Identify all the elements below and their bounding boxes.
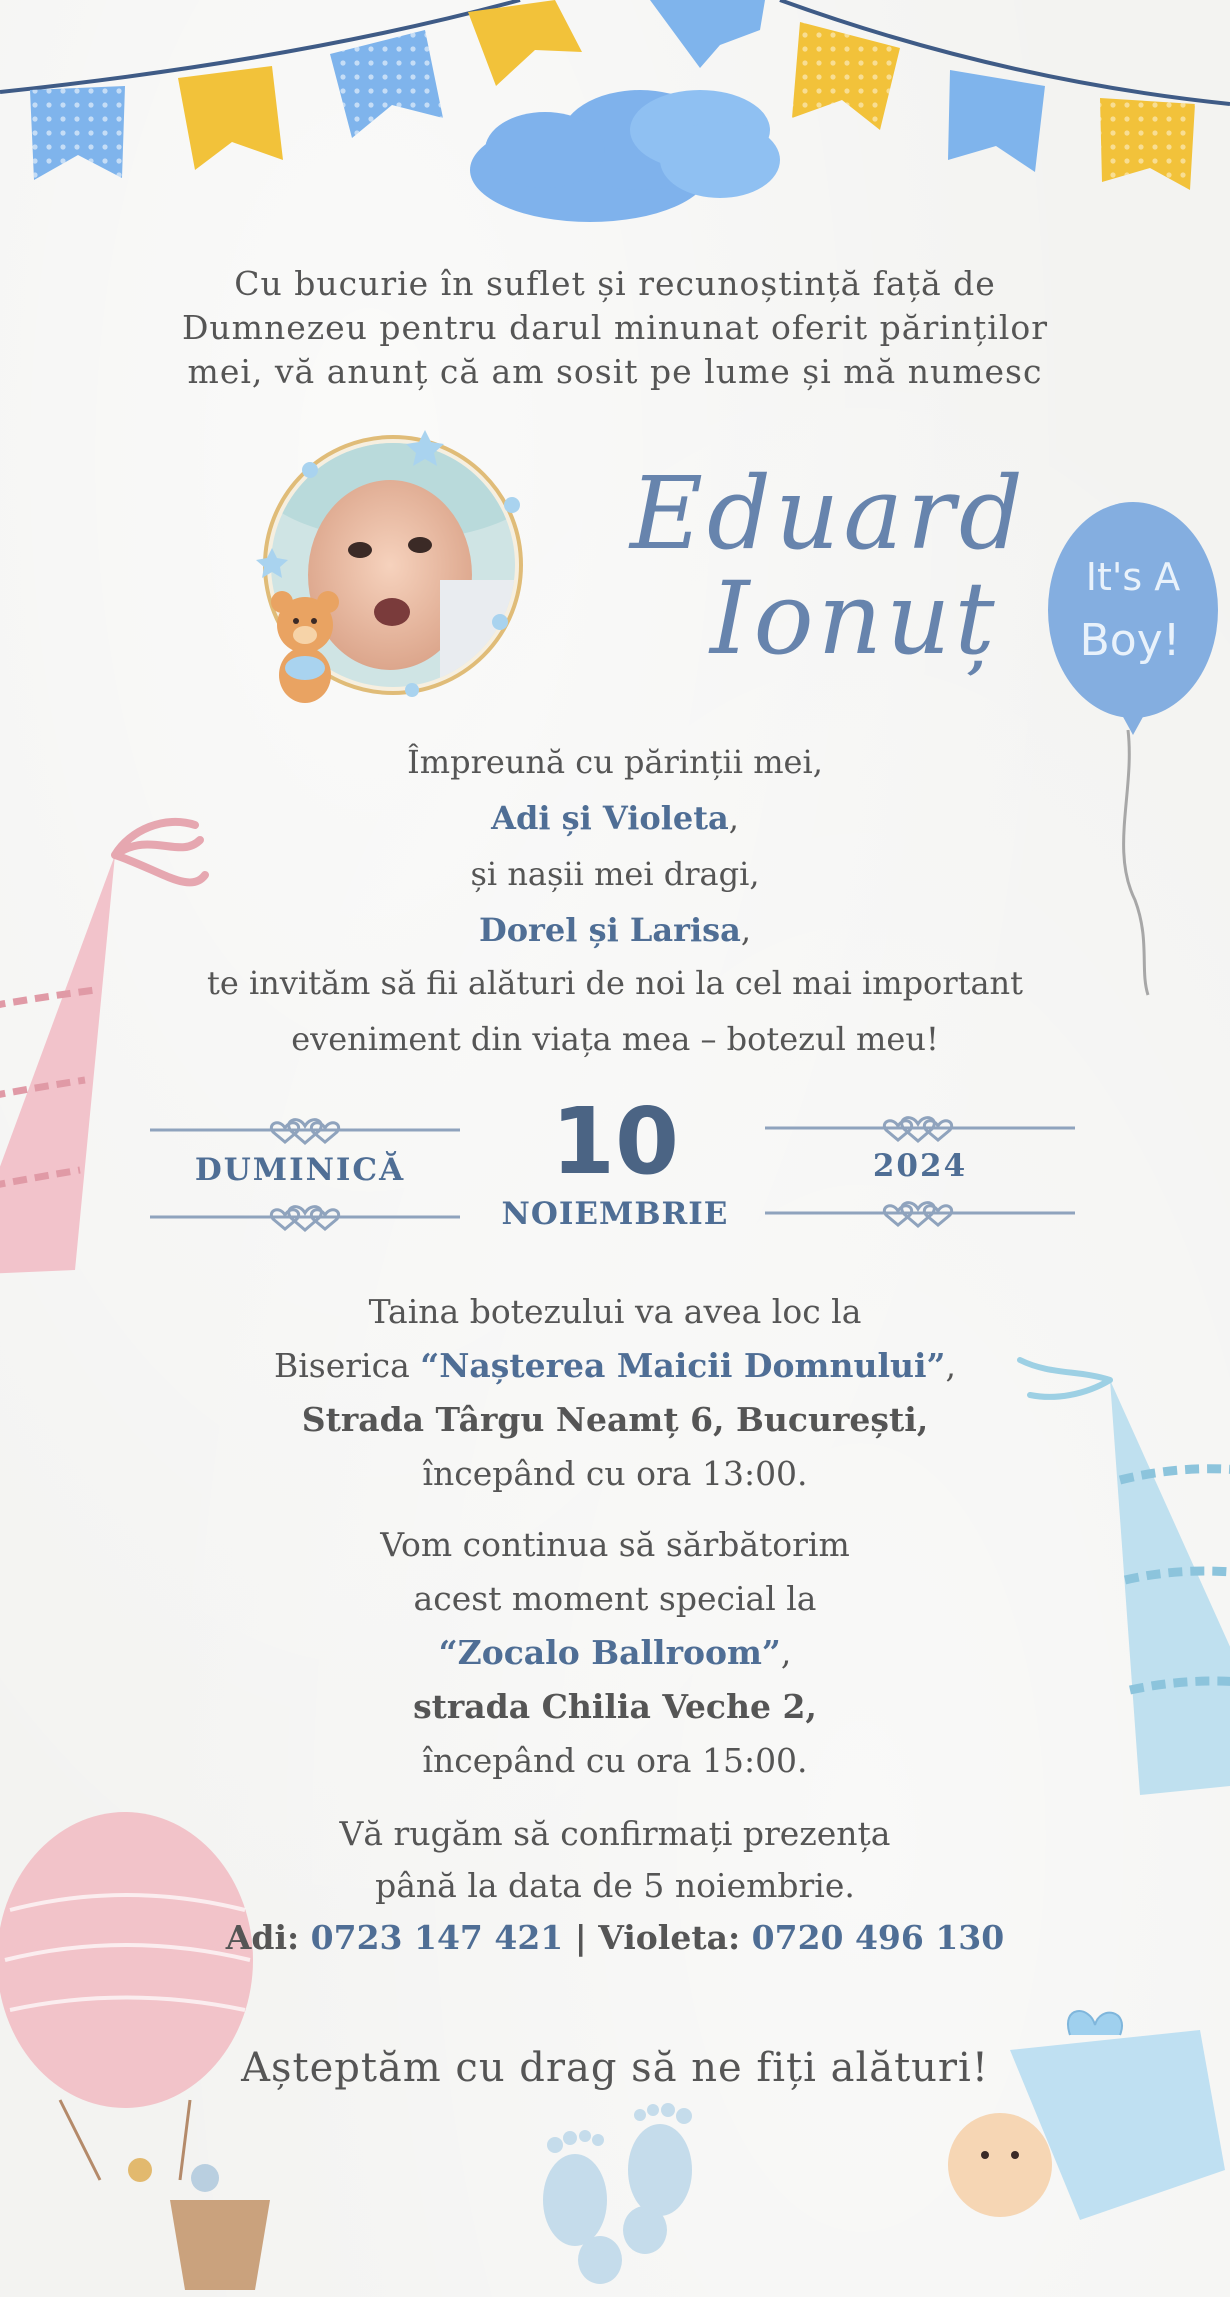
party-line: Vom continua să sărbătorim — [380, 1525, 850, 1564]
godparents-names: Dorel și Larisa — [478, 911, 741, 949]
date-month: NOIEMBRIE — [501, 1196, 729, 1232]
invite-line: eveniment din viața mea – botezul meu! — [291, 1020, 939, 1058]
contact2-label: Violeta: — [598, 1918, 752, 1957]
contact1-label: Adi: — [225, 1918, 311, 1957]
balloon-text-line2: Boy! — [1079, 615, 1181, 666]
church-suffix: , — [945, 1346, 957, 1385]
ceremony-line: Taina botezului va avea loc la — [368, 1292, 862, 1331]
contact-separator: | — [563, 1918, 599, 1957]
baby-blanket-icon — [948, 2011, 1225, 2220]
comma: , — [728, 799, 739, 837]
contact2-phone[interactable]: 0720 496 130 — [751, 1918, 1005, 1957]
parents-section — [0, 734, 1230, 958]
rsvp-line: până la data de 5 noiembrie. — [375, 1866, 855, 1905]
date-year: 2024 — [872, 1148, 968, 1184]
comma: , — [740, 911, 752, 949]
ceremony-time: începând cu ora 13:00. — [422, 1454, 808, 1493]
rsvp-section — [0, 1808, 1230, 1964]
party-line: acest moment special la — [413, 1579, 817, 1618]
closing-text: Așteptăm cu drag să ne fiți alături! — [241, 2045, 989, 2091]
venue-name: “Zocalo Ballroom” — [438, 1633, 781, 1672]
church-prefix: Biserica — [273, 1346, 421, 1385]
contact1-phone[interactable]: 0723 147 421 — [310, 1918, 564, 1957]
balloon-text-line1: It's A — [1085, 555, 1181, 599]
intro-text — [0, 262, 1230, 394]
party-section — [0, 1518, 1230, 1788]
venue-suffix: , — [780, 1633, 792, 1672]
church-address: Strada Târgu Neamț 6, București, — [301, 1400, 929, 1439]
parents-names: Adi și Violeta — [491, 799, 729, 837]
invite-line: te invităm să fii alături de noi la cel mai important — [206, 964, 1024, 1002]
ceremony-section — [0, 1285, 1230, 1501]
godparents-intro: și nașii mei dragi, — [470, 855, 760, 893]
invite-text — [0, 955, 1230, 1067]
venue-address: strada Chilia Veche 2, — [413, 1687, 817, 1726]
parents-intro: Împreună cu părinții mei, — [407, 743, 823, 781]
church-name: “Nașterea Maicii Domnului” — [420, 1346, 946, 1385]
intro-line: mei, vă anunț că am sosit pe lume și mă numesc — [187, 352, 1043, 391]
baby-second-name: Ionuț — [710, 560, 999, 677]
intro-line: Cu bucurie în suflet și recunoștință față de — [234, 264, 996, 303]
rsvp-line: Vă rugăm să confirmați prezența — [339, 1814, 891, 1853]
baby-first-name: Eduard — [630, 455, 1027, 572]
footprints-icon — [543, 2103, 692, 2284]
intro-line: Dumnezeu pentru darul minunat oferit părinților — [181, 308, 1049, 347]
date-weekday: DUMINICĂ — [194, 1152, 406, 1188]
party-time: începând cu ora 15:00. — [422, 1741, 808, 1780]
baby-photo — [250, 400, 550, 703]
cloud — [470, 90, 780, 222]
date-day: 10 — [550, 1088, 680, 1195]
